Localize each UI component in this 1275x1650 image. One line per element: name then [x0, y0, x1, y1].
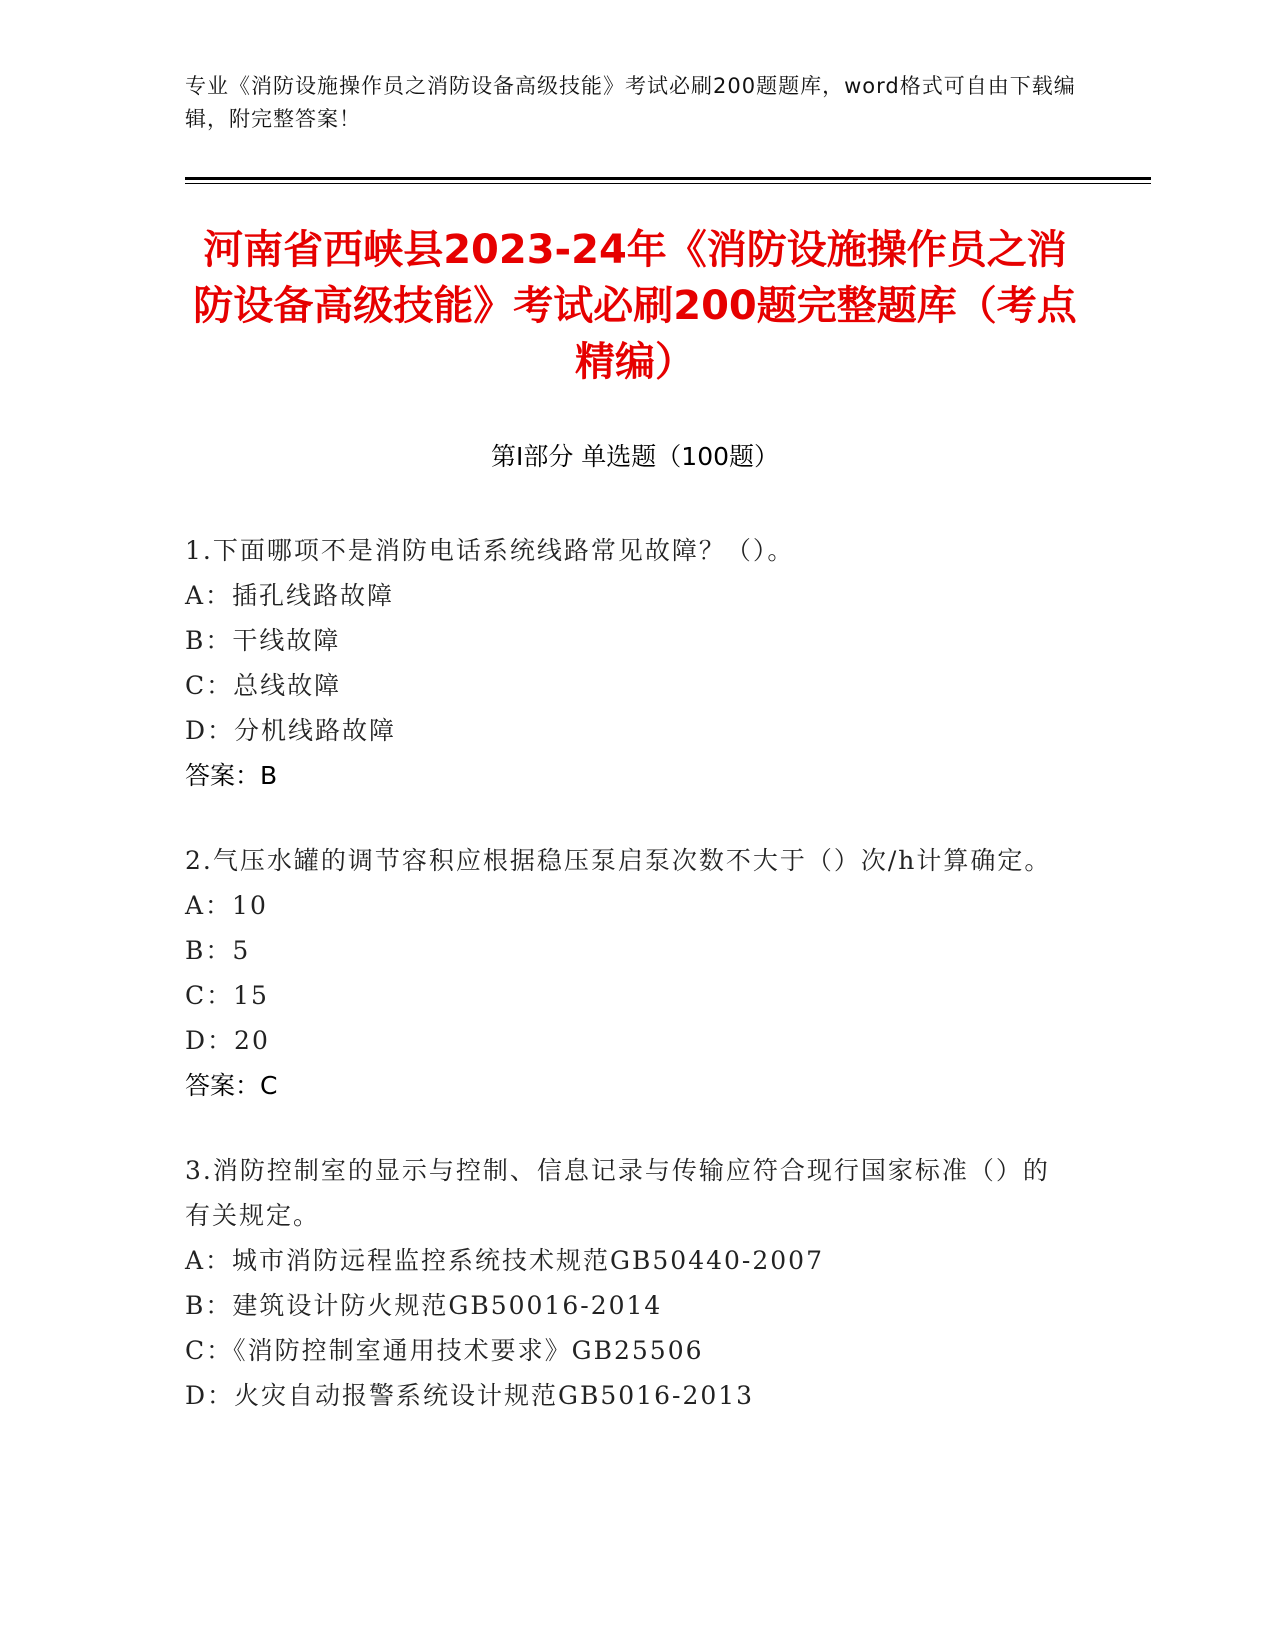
option-d: D：分机线路故障	[185, 716, 397, 745]
question-2	[185, 838, 1065, 1108]
header-divider-thin	[185, 183, 1151, 184]
option-d: D：火灾自动报警系统设计规范GB5016-2013	[185, 1381, 755, 1410]
option-a: A：城市消防远程监控系统技术规范GB50440-2007	[185, 1246, 824, 1275]
header-divider-thick	[185, 177, 1151, 180]
option-b: B：建筑设计防火规范GB50016-2014	[185, 1291, 663, 1320]
option-d: D：20	[185, 1026, 270, 1055]
option-c: C：15	[185, 981, 269, 1010]
option-b: B：干线故障	[185, 626, 341, 655]
question-text: 2.气压水罐的调节容积应根据稳压泵启泵次数不大于（）次/h计算确定。	[185, 846, 1052, 875]
header-note: 专业《消防设施操作员之消防设备高级技能》考试必刷200题题库，word格式可自由下载编辑，附完整答案！	[185, 74, 1076, 131]
question-text: 1.下面哪项不是消防电话系统线路常见故障？（）。	[185, 536, 795, 565]
question-list	[185, 528, 1065, 1458]
answer: 答案：C	[185, 1071, 278, 1100]
answer: 答案：B	[185, 761, 278, 790]
option-b: B：5	[185, 936, 251, 965]
option-c: C：《消防控制室通用技术要求》GB25506	[185, 1336, 704, 1365]
option-c: C：总线故障	[185, 671, 342, 700]
question-1	[185, 528, 1065, 798]
option-a: A：插孔线路故障	[185, 581, 395, 610]
question-text: 3.消防控制室的显示与控制、信息记录与传输应符合现行国家标准（）的有关规定。	[185, 1156, 1050, 1230]
question-3	[185, 1148, 1065, 1418]
section-title: 第I部分 单选题（100题）	[490, 442, 780, 471]
option-a: A：10	[185, 891, 268, 920]
document-title: 河南省西峡县2023-24年《消防设施操作员之消防设备高级技能》考试必刷200题完整题库（考点精编）	[193, 227, 1077, 385]
